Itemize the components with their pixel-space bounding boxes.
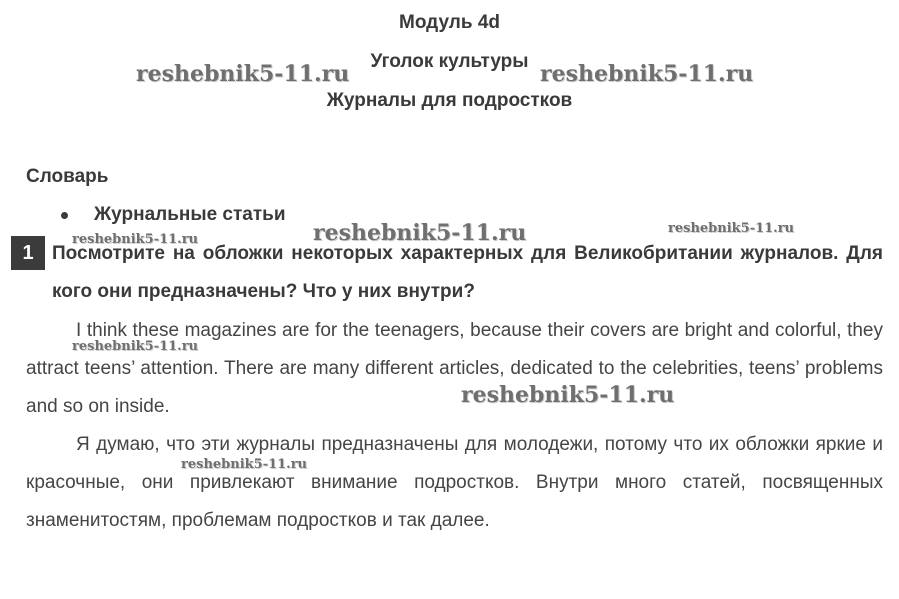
watermark-text: reshebnik5-11.ru: [72, 232, 199, 247]
watermark-text: reshebnik5-11.ru: [181, 457, 308, 472]
vocabulary-item: [58, 204, 286, 226]
task-instruction: Посмотрите на обложки некоторых характерных для Великобритании журналов. Для кого они предназначены? Что у них внутри?: [52, 243, 883, 302]
vocabulary-heading: Словарь: [26, 166, 109, 187]
watermark-text: reshebnik5-11.ru: [668, 221, 795, 236]
watermark-text: reshebnik5-11.ru: [540, 61, 754, 87]
watermark-text: reshebnik5-11.ru: [72, 339, 199, 354]
watermark-text: reshebnik5-11.ru: [136, 61, 350, 87]
section-title: Уголок культуры: [370, 51, 529, 72]
task-number-badge: 1: [11, 236, 45, 270]
page-subtitle: Журналы для подростков: [326, 90, 573, 111]
vocabulary-item-label: Журнальные статьи: [94, 204, 286, 225]
answer-russian: Я думаю, что эти журналы предназначены для молодежи, потому что их обложки яркие и красочные, они привлекают внимание подростков. Внутри много статей, посвященных знаменитостям, проблемам подростков и так далее.: [26, 434, 883, 531]
bullet-icon: [61, 212, 68, 219]
vocabulary-list: [58, 204, 286, 226]
watermark-text: reshebnik5-11.ru: [313, 220, 527, 246]
answer-english: I think these magazines are for the teenagers, because their covers are bright and colorful, they attract teens’ attention. There are many different articles, dedicated to the celebrities, teens’ problems and so on inside.: [26, 320, 883, 417]
watermark-text: reshebnik5-11.ru: [461, 382, 675, 408]
module-title: Модуль 4d: [399, 12, 500, 33]
